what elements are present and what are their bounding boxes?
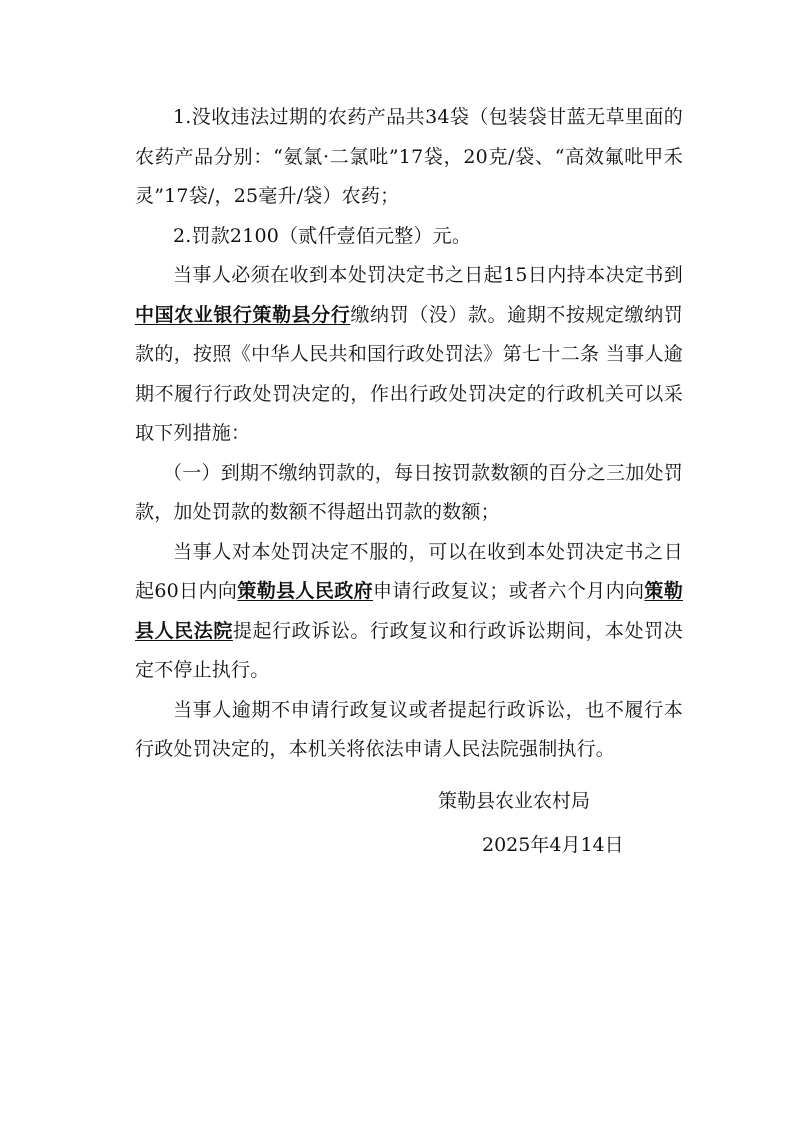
paragraph-appeal (135, 533, 683, 691)
court-name: 策勒县人民法院 (135, 580, 683, 642)
paragraph-payment (135, 256, 683, 454)
government-name: 策勒县人民政府 (237, 580, 374, 602)
paragraph-confiscation (135, 98, 683, 217)
appeal-text-2: 申请行政复议；或者六个月内向 (373, 580, 645, 602)
appeal-text-1: 当事人对本处罚决定不服的，可以在收到本处罚决定书之日起60日内向 (135, 540, 683, 602)
issuing-organization: 策勒县农业农村局 (438, 790, 591, 812)
paragraph-enforcement (135, 691, 683, 770)
payment-text-after: 缴纳罚（没）款。逾期不按规定缴纳罚款的，按照《中华人民共和国行政处罚法》第七十二条 当事人逾期不履行行政处罚决定的，作出行政处罚决定的行政机关可以采取下列措施： (135, 303, 683, 444)
paragraph-fine (135, 217, 683, 257)
enforcement-text: 当事人逾期不申请行政复议或者提起行政诉讼，也不履行本行政处罚决定的，本机关将依法申请人民法院强制执行。 (135, 698, 683, 760)
issue-date: 2025年4月14日 (482, 834, 624, 856)
paragraph-measure-1 (135, 454, 683, 533)
fine-text: 2.罚款2100（贰仟壹佰元整）元。 (173, 224, 472, 247)
measure-1-text: （一）到期不缴纳罚款的，每日按罚款数额的百分之三加处罚款，加处罚款的数额不得超出罚款的数额； (135, 461, 683, 523)
payment-text-before: 当事人必须在收到本处罚决定书之日起15日内持本决定书到 (173, 264, 683, 286)
bank-name: 中国农业银行策勒县分行 (135, 303, 351, 326)
document-body (135, 98, 683, 770)
confiscation-text: 1.没收违法过期的农药产品共34袋（包装袋甘蓝无草里面的农药产品分别：“氨氯·二氯吡”17袋，20克/袋、“高效氟吡甲禾灵”17袋/，25毫升/袋）农药； (135, 106, 683, 207)
appeal-text-3: 提起行政诉讼。行政复议和行政诉讼期间，本处罚决定不停止执行。 (135, 619, 683, 681)
